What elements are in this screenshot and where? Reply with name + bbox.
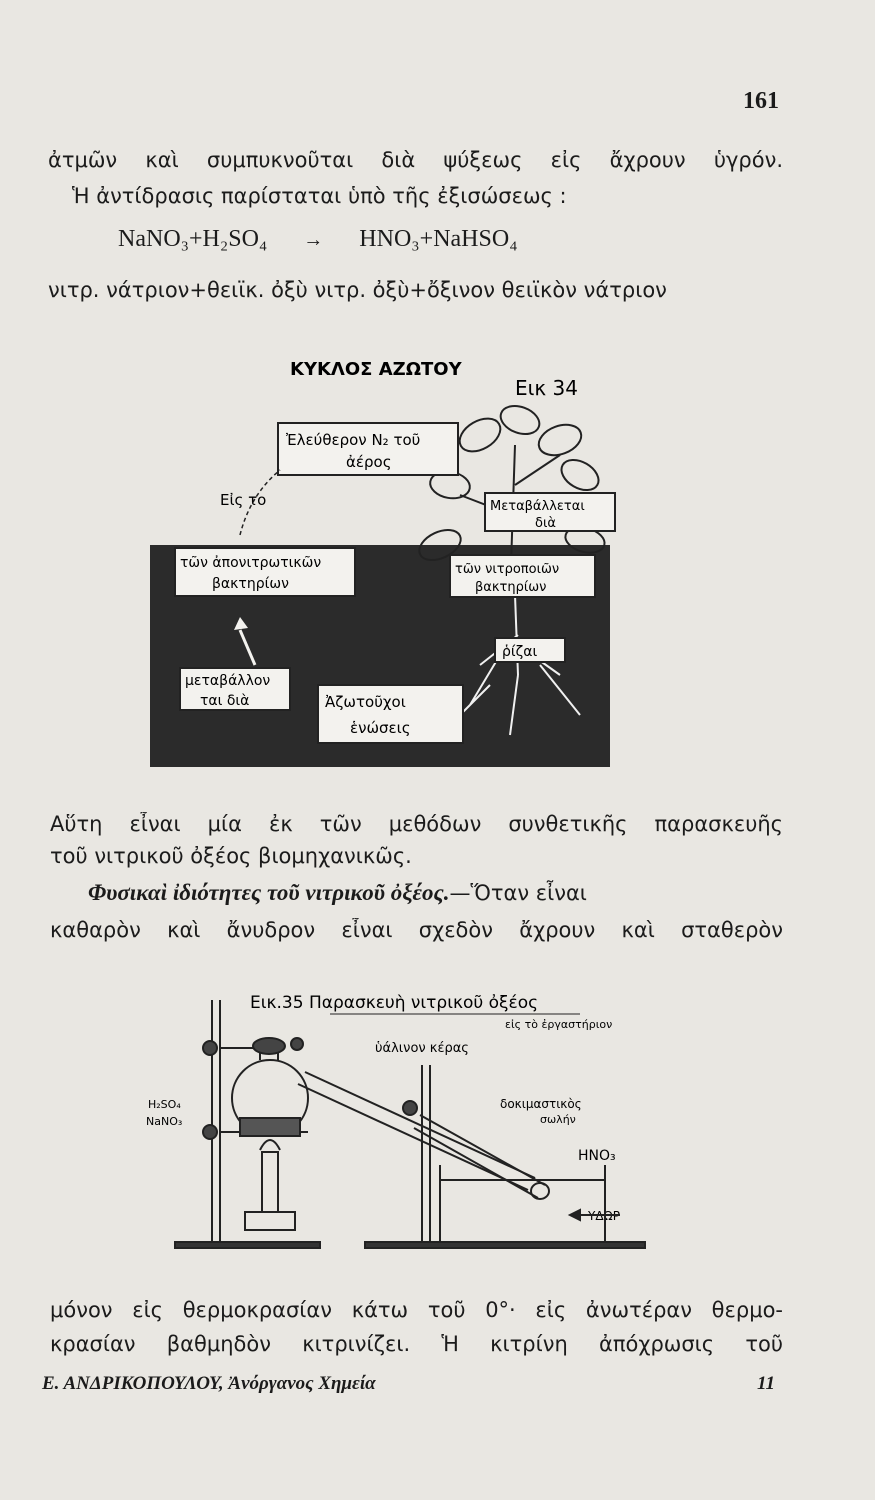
hno3-label: HNO₃ xyxy=(578,1148,616,1164)
nano3-label: NaNO₃ xyxy=(146,1115,183,1128)
nitric-acid-apparatus-figure xyxy=(140,980,660,1260)
svg-text:τῶν ἀπονιτρωτικῶν: τῶν ἀπονιτρωτικῶν xyxy=(180,555,322,571)
h2so4-label: H₂SO₄ xyxy=(148,1098,181,1111)
figure-35-caption: Εικ.35 Παρασκευὴ νιτρικοῦ ὀξέος xyxy=(250,993,539,1013)
section-heading-line xyxy=(88,880,783,906)
figure-34-number: Εικ 34 xyxy=(515,376,578,400)
retort-label: ὑάλινον κέρας xyxy=(375,1041,469,1056)
text-line-3: Αὕτη εἶναι μία ἐκ τῶν μεθόδων συνθετικῆς παρασκευῆς xyxy=(50,812,783,836)
tube-label-1: δοκιμαστικὸς xyxy=(500,1097,582,1111)
svg-text:τῶν νιτροποιῶν: τῶν νιτροποιῶν xyxy=(455,562,560,577)
nitrogen-cycle-figure xyxy=(140,345,640,775)
svg-text:μεταβάλλον: μεταβάλλον xyxy=(185,673,271,689)
arrow-label: Εἰς το xyxy=(220,491,267,509)
svg-text:ἑνώσεις: ἑνώσεις xyxy=(350,719,411,737)
equation-arrow: → xyxy=(303,229,324,251)
text-line-2: Ἡ ἀντίδρασις παρίσταται ὑπὸ τῆς ἐξισώσεως : xyxy=(72,184,567,208)
figure-34-title: ΚΥΚΛΟΣ ΑΖΩΤΟΥ xyxy=(290,359,462,380)
text-line-6: μόνον εἰς θερμοκρασίαν κάτω τοῦ 0°· εἰς ἀνωτέραν θερμο- xyxy=(50,1298,783,1322)
svg-text:βακτηρίων: βακτηρίων xyxy=(212,576,289,592)
heading-continuation: —Ὅταν εἶναι xyxy=(449,881,587,905)
svg-text:Ἐλεύθερον N₂ τοῦ: Ἐλεύθερον N₂ τοῦ xyxy=(286,431,421,449)
text-line-7: κρασίαν βαθμηδὸν κιτρινίζει. Ἡ κιτρίνη ἀπόχρωσις τοῦ xyxy=(50,1332,783,1356)
svg-text:διὰ: διὰ xyxy=(535,516,556,531)
chemical-equation xyxy=(118,226,518,253)
svg-text:Ἀζωτοῦχοι: Ἀζωτοῦχοι xyxy=(325,693,406,711)
water-label: ΥΔΩΡ xyxy=(588,1209,620,1223)
text-line-1: ἀτμῶν καὶ συμπυκνοῦται διὰ ψύξεως εἰς ἄχρουν ὑγρόν. xyxy=(48,148,783,172)
text-line-4: τοῦ νιτρικοῦ ὀξέος βιομηχανικῶς. xyxy=(50,844,412,868)
page-number: 161 xyxy=(743,88,779,114)
tube-label-2: σωλήν xyxy=(540,1113,576,1126)
footer-signature-number: 11 xyxy=(757,1373,775,1394)
footer-author-title: Ε. ΑΝΔΡΙΚΟΠΟΥΛΟΥ, Ἀνόργανος Χημεία xyxy=(42,1373,376,1394)
equation-reactants: NaNO₃+H₂SO₄ xyxy=(118,226,268,252)
section-heading: Φυσικαὶ ἰδιότητες τοῦ νιτρικοῦ ὀξέος. xyxy=(88,880,450,905)
svg-text:ται διὰ: ται διὰ xyxy=(200,693,250,709)
svg-text:Μεταβάλλεται: Μεταβάλλεται xyxy=(490,499,585,514)
equation-labels: νιτρ. νάτριον+θειϊκ. ὀξὺ νιτρ. ὀξὺ+ὄξινον θειϊκὸν νάτριον xyxy=(48,278,667,302)
svg-text:ἀέρος: ἀέρος xyxy=(346,453,392,471)
svg-text:βακτηρίων: βακτηρίων xyxy=(475,580,547,595)
text-line-5: καθαρὸν καὶ ἄνυδρον εἶναι σχεδὸν ἄχρουν καὶ σταθερὸν xyxy=(50,918,783,942)
svg-text:ῥίζαι: ῥίζαι xyxy=(502,644,538,660)
equation-products: HNO₃+NaHSO₄ xyxy=(359,226,518,252)
figure-35-caption-2: εἰς τὸ ἐργαστήριον xyxy=(505,1018,613,1031)
